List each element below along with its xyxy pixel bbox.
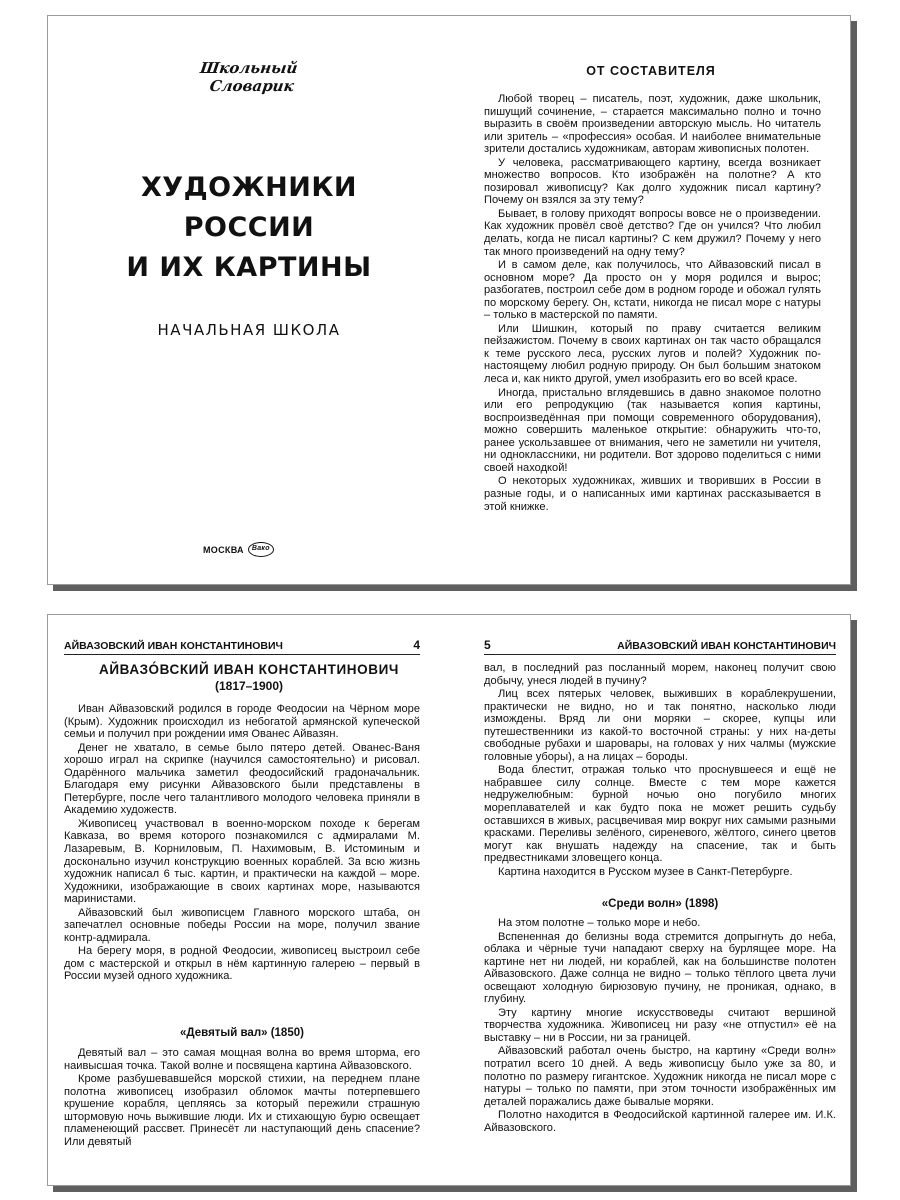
top-spread [47,15,851,585]
paragraph: Лиц всех пятерых человек, выживших в кораблекрушении, практически не видно, но и так понятно, насколько люди измождены. Вряд ли они моряки – скорее, купцы или путешественники из какой-то восточной страны: у них на-деты свободные рубахи и шаровары, на головах у них чалмы (мужские головные уборы), а на лицах – бороды. [484,688,836,763]
intro-heading: ОТ СОСТАВИТЕЛЯ [586,64,716,78]
paragraph: вал, в последний раз посланный морем, наконец получит свою добычу, унеся людей в пучину? [484,662,836,687]
page-5-text-2 [484,917,836,1134]
city: МОСКВА [203,544,244,555]
page-5-text [484,662,836,878]
paragraph: На этом полотне – только море и небо. [498,917,701,929]
series-logo [198,56,333,100]
paragraph: Или Шишкин, который по праву считается великим пейзажистом. Почему в своих картинах он так часто обращался к теме русского леса, русских лугов и полей? Художник по-настоящему любил родную природу. Он был большим знатоком леса и, как никто другой, умел изобразить его во всей красе. [484,322,821,386]
paragraph: Иван Айвазовский родился в городе Феодосии на Чёрном море (Крым). Художник происходил из небогатой армянской купеческой семьи и получил при рождении имя Ованес Айвазян. [64,703,420,741]
paragraph: Полотно находится в Феодосийской картинной галерее им. И.К. Айвазовского. [484,1109,836,1134]
page-5 [450,615,852,1185]
book-subtitle: НАЧАЛЬНАЯ ШКОЛА [157,321,341,339]
article-title: АЙВАЗО́ВСКИЙ ИВАН КОНСТАНТИНОВИЧ [98,662,399,677]
title-line: РОССИИ [183,212,315,243]
paragraph: Вода блестит, отражая только что проснувшееся и ещё не набравшее силу солнце. Вместе с тем море кажется недружелюбным: бурной ночью оно погубило многих мореплавателей и как будто пока не может решить судьбу оставшихся в живых, расцвечивая мир вокруг них самыми разными красками. Переливы зелёного, сиреневого, жёлтого, синего цветов могут как внушать надежду на спасение, так и быть предвестниками зловещего конца. [484,764,836,865]
paragraph: Айвазовский работал очень быстро, на картину «Среди волн» потратил всего 10 дней. А ведь живописцу было уже за 80, и полотно по размеру гигантское. Художник никогда не писал море с натуры – только по памяти, при этом точности изображённых им деталей поражались даже бывалые моряки. [484,1045,836,1108]
running-head [484,639,836,655]
painting-subheading: «Среди волн» (1898) [601,898,719,910]
painting-subheading: «Девятый вал» (1850) [180,1027,304,1039]
bottom-spread [47,614,851,1186]
paragraph: Эту картину многие искусствоведы считают вершиной творчества художника. Живописец ни разу «не отпустил» её на выставку – ни в России, ни за границей. [484,1006,836,1044]
page-number: 4 [413,638,420,652]
intro-text [484,93,821,513]
paragraph: У человека, рассматривающего картину, всегда возникает множество вопросов. Кто изображён на полотне? А кто позировал живописцу? Как долго художник писал картину? Почему он взялся за эту тему? [484,156,821,207]
publisher-imprint [203,542,274,557]
page-4-text-2 [64,1047,420,1148]
paragraph: О некоторых художниках, живших и творивших в России в разные годы, и о написанных ими картинах рассказывается в этой книжке. [484,475,821,513]
paragraph: Айвазовский был живописцем Главного морского штаба, он запечатлел основные победы России на море, получил звание контр-адмирала. [64,906,420,944]
article-years: (1817–1900) [214,679,284,693]
cover-page [48,16,450,584]
logo-line-1: Школьный [199,59,299,77]
title-line: ХУДОЖНИКИ [140,172,358,203]
logo-line-2: Словарик [208,77,296,95]
paragraph: Любой творец – писатель, поэт, художник, даже школьник, пишущий сочинение, – старается максимально полно и точно выразить в своём произведении авторскую мысль. Но читатель или зритель – «профессия» особая. И наиболее внимательные зрители достались художникам, авторам живописных полотен. [484,93,821,156]
intro-page [450,16,852,584]
page-number: 5 [484,638,491,652]
publisher-logo-icon: Вако [248,542,274,557]
page-4-text [64,703,420,983]
paragraph: Денег не хватало, в семье было пятеро детей. Ованес-Ваня хорошо играл на скрипке (научился самостоятельно) и рисовал. Одарённого мальчика заметил феодосийский градоначальник. Благодаря ему рисунки Айвазовского были представлены в Петербурге, после чего талантливого молодого человека приняли в Академию художеств. [64,741,420,817]
running-head-title: АЙВАЗОВСКИЙ ИВАН КОНСТАНТИНОВИЧ [617,640,836,652]
paragraph: Бывает, в голову приходят вопросы вовсе не о произведении. Как художник провёл своё детство? Где он учился? Что любил делать, когда не писал картины? С кем дружил? Почему у него так много произведений на одну тему? [484,207,821,258]
paragraph: Живописец участвовал в военно-морском походе к берегам Кавказа, во время которого познакомился с адмиралами М. Лазаревым, В. Корниловым, П. Нахимовым, В. Истоминым и досконально изучил конструкцию военных кораблей. За всю жизнь художник написал 6 тыс. картин, и практически на каждой – море. Художники, изображающие в своих картинах море, называются маринистами. [64,817,420,906]
paragraph: Картина находится в Русском музее в Санкт-Петербурге. [498,865,793,878]
book-title [48,168,450,288]
page-4 [48,615,450,1185]
paragraph: Девятый вал – это самая мощная волна во время шторма, его наивысшая точка. Такой волне и посвящена картина Айвазовского. [64,1047,420,1072]
paragraph: Кроме разбушевавшейся морской стихии, на переднем плане полотна живописец изобразил обломок мачты потерпевшего крушение корабля, цепляясь за который пережили страшную штормовую ночь выжившие люди. Их и стихающую бурю освещает пламенеющий рассвет. Принесёт ли наступающий день спасение? Или девятый [64,1073,420,1148]
running-head [64,639,420,655]
paragraph: Иногда, пристально вглядевшись в давно знакомое полотно или его репродукцию (так называется копия картины, воспроизведённая при помощи современного оборудования), можно совершить маленькое открытие: обнаружить что-то, ранее ускользавшее от внимания, чего не заметили ни учителя, ни одноклассники, ни родители. Вот здорово поделиться с ними своей находкой! [484,386,821,474]
paragraph: И в самом деле, как получилось, что Айвазовский писал в основном море? Да просто он у моря родился и вырос; разбогатев, построил себе дом в родном городе и обожал гулять по морскому берегу. Он, кстати, никогда не писал море с натуры – только в мастерской по памяти. [484,259,821,322]
paragraph: Вспененная до белизны вода стремится допрыгнуть до неба, облака и чёрные тучи нападают сверху на бурлящее море. На картине нет ни людей, ни кораблей, как на большинстве полотен Айвазовского. Даже солнца не видно – только тёплого цвета лучи освещают холодную бирюзовую пучину, не проникая, однако, в глубину. [484,930,836,1006]
running-head-title: АЙВАЗОВСКИЙ ИВАН КОНСТАНТИНОВИЧ [64,640,283,652]
title-line: И ИХ КАРТИНЫ [126,252,372,283]
paragraph: На берегу моря, в родной Феодосии, живописец выстроил себе дом с мастерской и открыл в нём картинную галерею – первый в России музей одного художника. [64,945,420,983]
